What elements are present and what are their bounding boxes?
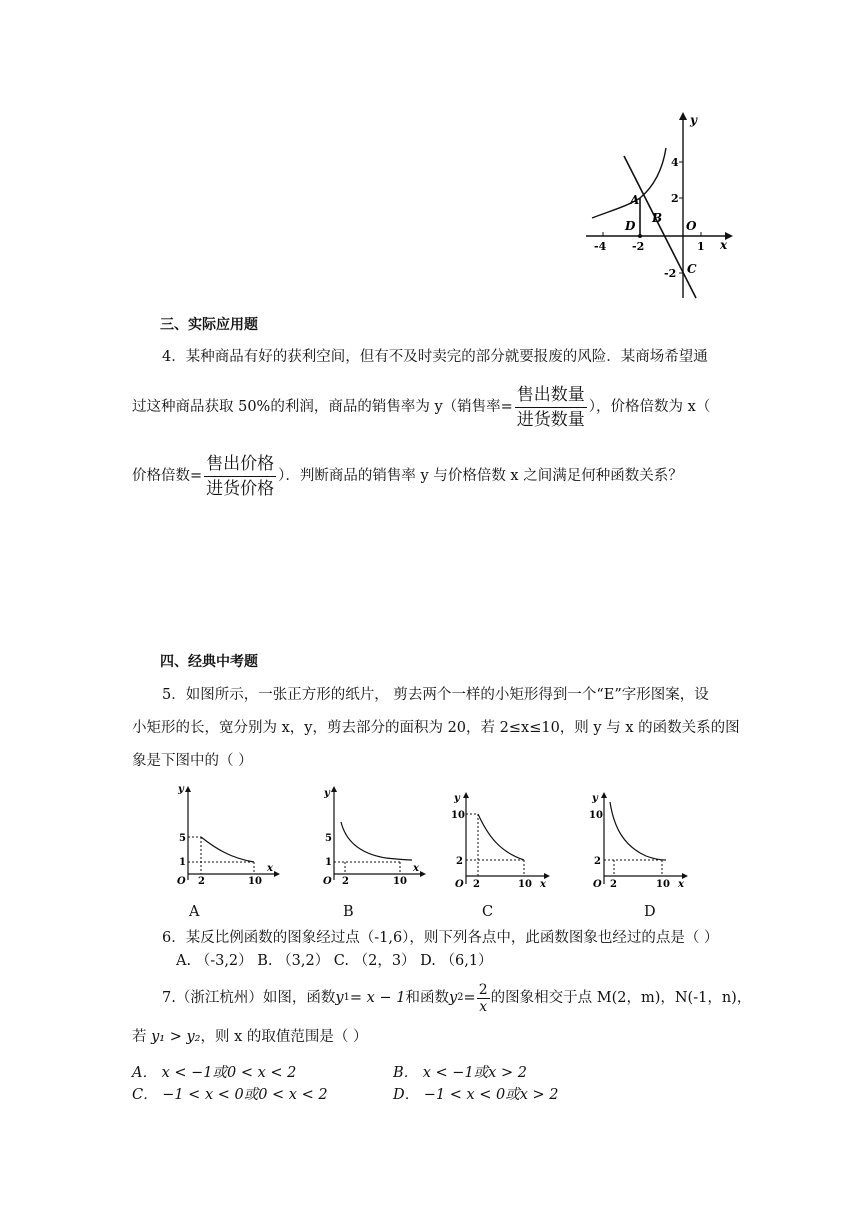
graph-B-curve <box>341 822 412 860</box>
graph-A-ytick-1: 1 <box>179 857 186 868</box>
graph-D-label: D <box>644 904 656 920</box>
graph-A-ytick-5: 5 <box>179 833 186 844</box>
graph-A-origin: O <box>177 876 186 887</box>
point-D-label: D <box>625 219 636 233</box>
tick-x-neg4: -4 <box>594 240 607 253</box>
q5-line2: 小矩形的长，宽分别为 x，y，剪去部分的面积为 20，若 2≤x≤10，则 y 与 x 的函数关系的图 <box>132 720 740 736</box>
graph-C-y-label: y <box>454 793 460 804</box>
q7-option-C: C． −1 < x < 0或0 < x < 2 <box>132 1087 328 1103</box>
q7-func1-rhs: = x − 1 <box>349 990 406 1006</box>
graph-B-x-label: x <box>413 863 419 874</box>
graph-B-origin: O <box>323 876 332 887</box>
q7-line1 <box>162 976 751 1020</box>
hyperbola-curve <box>592 148 666 218</box>
q7-mid: 和函数 <box>405 990 449 1006</box>
graph-A-xtick-2: 2 <box>198 876 205 887</box>
q7-line2-post: ，则 x 的取值范围是（ ） <box>200 1029 368 1045</box>
q7-line2 <box>132 1027 368 1047</box>
graph-A-y-label: y <box>178 784 184 795</box>
axis-y-label: y <box>690 113 697 127</box>
q5-line1: 5．如图所示，一张正方形的纸片， 剪去两个一样的小矩形得到一个“E”字形图案，设 <box>162 687 709 703</box>
graph-B-y-label: y <box>324 788 330 799</box>
q7-func2-y: y <box>448 990 458 1006</box>
graph-D-xtick-2: 2 <box>610 879 617 890</box>
q4-frac2-denominator: 进货价格 <box>206 478 275 499</box>
graph-A <box>170 782 280 887</box>
tick-x-neg2: -2 <box>632 240 645 253</box>
graph-C-xtick-2: 2 <box>473 879 480 890</box>
graph-C-curve <box>478 814 524 860</box>
point-C-label: C <box>687 262 697 276</box>
section4-heading: 四、经典中考题 <box>160 654 258 670</box>
q4-frac2-numerator: 售出价格 <box>204 452 276 477</box>
graph-C <box>448 790 558 890</box>
point-A-label: A <box>630 193 640 207</box>
q7-option-A: A． x < −1或0 < x < 2 <box>132 1065 297 1081</box>
q7-condition: y₁ > y₂ <box>151 1029 201 1045</box>
graph-B-label: B <box>343 904 354 920</box>
graph-D <box>586 790 696 890</box>
q7-func1-sub: 1 <box>343 992 350 1003</box>
graph-C-x-label: x <box>540 879 546 890</box>
q7-func2-numerator: 2 <box>478 981 488 998</box>
q7-option-D: D． −1 < x < 0或x > 2 <box>393 1087 559 1103</box>
top-coordinate-figure <box>580 108 740 303</box>
q4-line1: 4．某种商品有好的获利空间，但有不及时卖完的部分就要报废的风险．某商场希望通 <box>162 349 708 365</box>
tick-y-2: 2 <box>671 192 679 205</box>
axis-x-label: x <box>720 238 728 252</box>
graph-D-y-label: y <box>592 793 598 804</box>
graph-B-xtick-10: 10 <box>393 876 407 887</box>
q4-frac1-denominator: 进货数量 <box>516 409 585 430</box>
q4-line2 <box>132 382 710 432</box>
graph-C-xtick-10: 10 <box>518 879 532 890</box>
q7-func2-sub: 2 <box>457 992 464 1003</box>
graph-D-x-label: x <box>678 879 684 890</box>
q4-fraction-sales-rate <box>515 383 587 432</box>
point-O-label: O <box>686 219 697 233</box>
q7-line2-pre: 若 <box>132 1029 152 1045</box>
graph-D-curve <box>610 802 666 860</box>
q4-fraction-price-multiple <box>204 452 276 501</box>
q4-line2-pre: 过这种商品获取 50%的利润，商品的销售率为 y（销售率= <box>132 399 513 415</box>
q7-prefix: 7.（浙江杭州）如图，函数 <box>162 990 336 1006</box>
q6-line1: 6．某反比例函数的图象经过点（-1,6），则下列各点中，此函数图象也经过的点是（ ） <box>162 930 719 946</box>
q4-frac1-numerator: 售出数量 <box>515 383 587 408</box>
graph-B-ytick-1: 1 <box>325 857 332 868</box>
q7-func2-eq: = <box>463 990 476 1006</box>
graph-C-ytick-10: 10 <box>451 810 465 821</box>
graph-D-ytick-10: 10 <box>589 810 603 821</box>
q4-line3-post: ）．判断商品的销售率 y 与价格倍数 x 之间满足何种函数关系？ <box>278 468 683 484</box>
graph-C-ytick-2: 2 <box>456 856 463 867</box>
q4-line3-pre: 价格倍数= <box>132 468 203 484</box>
section3-heading: 三、实际应用题 <box>160 317 258 333</box>
q7-func2-fraction <box>477 982 490 1015</box>
q7-func2-denominator: x <box>479 998 488 1015</box>
q6-options: A. （-3,2） B. （3,2） C. （2，3） D. （6,1） <box>176 953 493 969</box>
q7-suffix: 的图象相交于点 M(2，m)，N(-1，n)， <box>490 990 752 1006</box>
graph-D-xtick-10: 10 <box>656 879 670 890</box>
graph-C-label: C <box>482 904 494 920</box>
graph-B-xtick-2: 2 <box>342 876 349 887</box>
graph-C-origin: O <box>455 879 464 890</box>
tick-x-1: 1 <box>697 240 705 253</box>
graph-A-label: A <box>189 904 200 920</box>
graph-B <box>316 782 426 887</box>
point-B-label: B <box>652 211 663 225</box>
q5-line3: 象是下图中的（ ） <box>132 753 253 769</box>
tick-y-4: 4 <box>671 156 679 169</box>
graph-A-x-label: x <box>267 863 273 874</box>
q7-option-B: B． x < −1或x > 2 <box>393 1065 527 1081</box>
graph-A-curve <box>201 837 254 862</box>
q4-line3 <box>132 451 683 501</box>
graph-D-origin: O <box>593 879 602 890</box>
graph-B-ytick-5: 5 <box>325 833 332 844</box>
y-axis-arrow <box>679 112 687 120</box>
q4-line2-post: ），价格倍数为 x（ <box>588 399 711 415</box>
q7-func1-y: y <box>335 990 344 1006</box>
tick-y-neg2: -2 <box>664 267 677 280</box>
graph-D-ytick-2: 2 <box>594 856 601 867</box>
graph-A-xtick-10: 10 <box>248 876 262 887</box>
